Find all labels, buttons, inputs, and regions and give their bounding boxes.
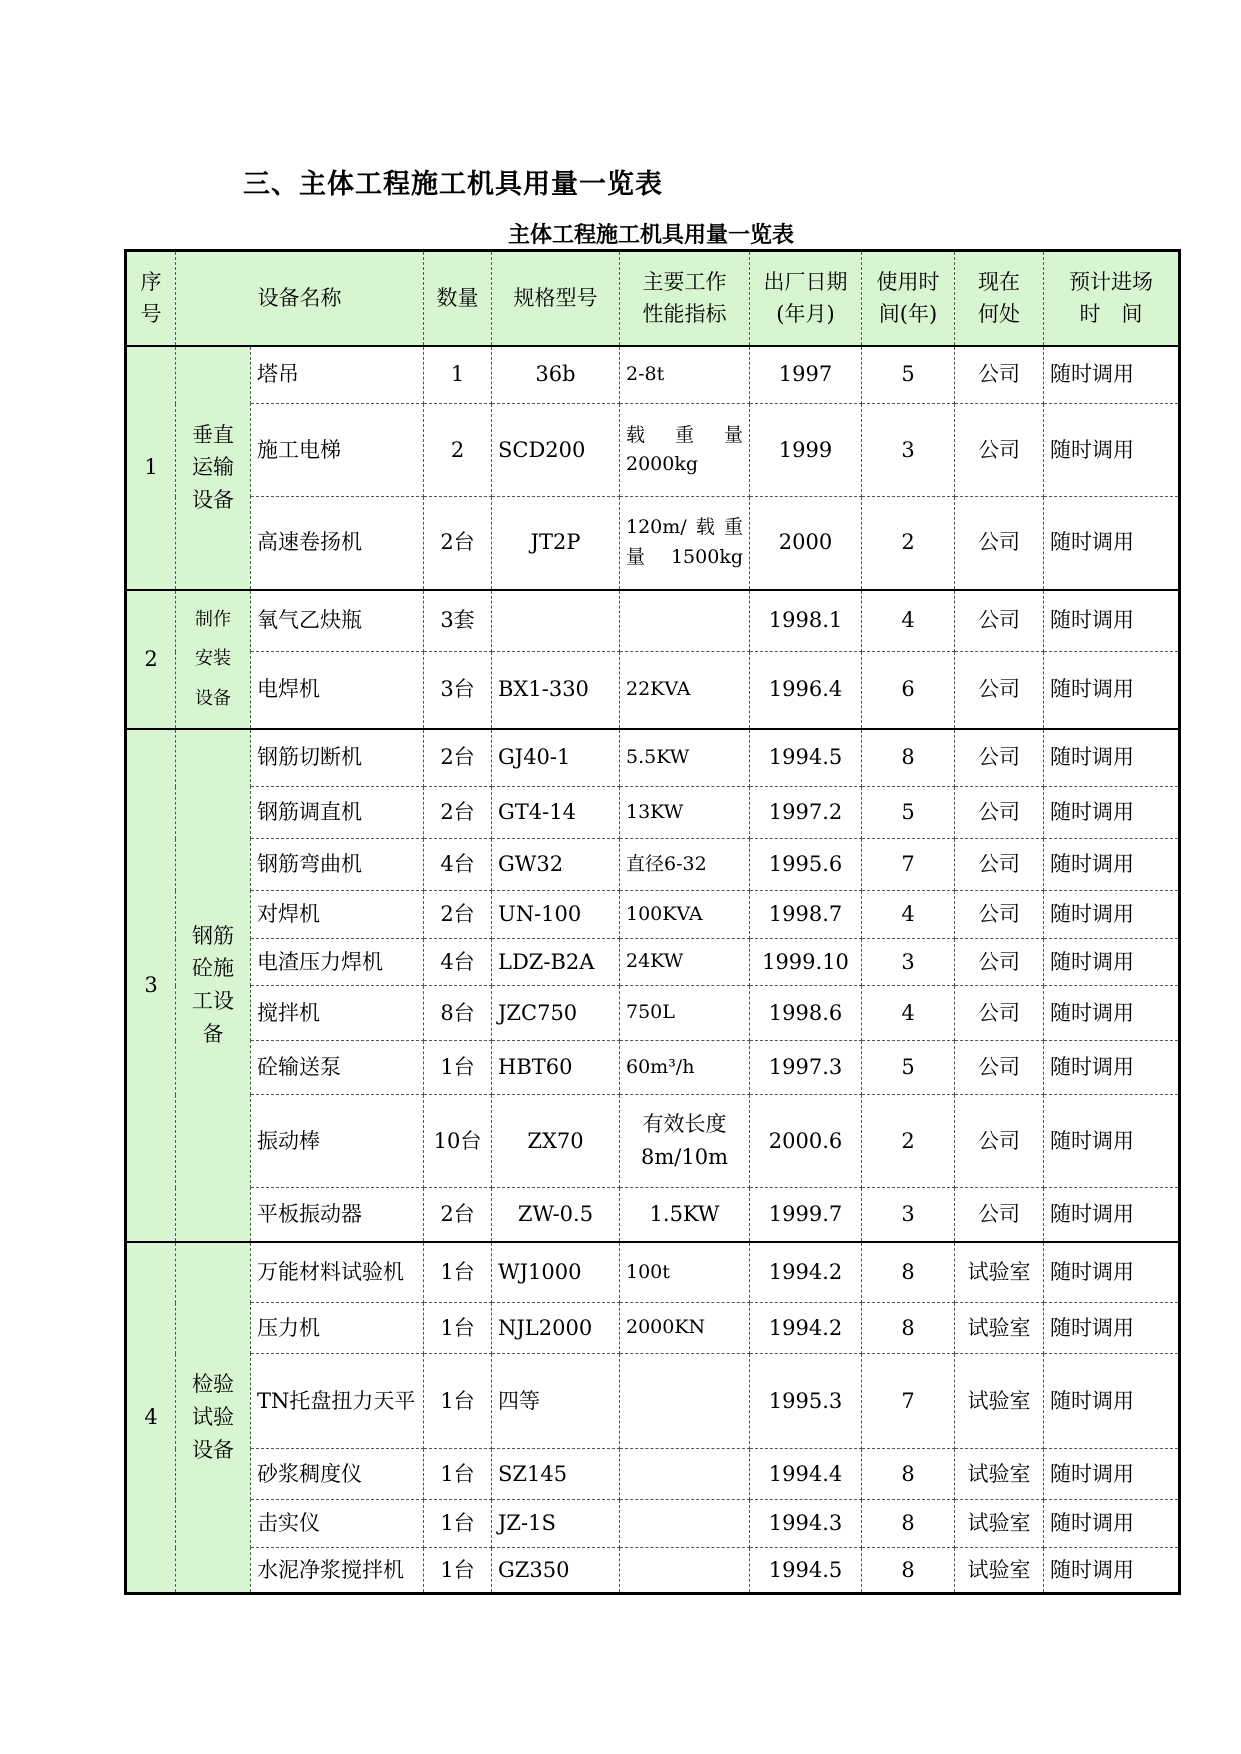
- cell-years: 4: [862, 986, 955, 1041]
- table-row: [126, 839, 1180, 891]
- cell-years: 8: [862, 729, 955, 787]
- cell-date: 1999.10: [750, 939, 862, 986]
- cell-years: 2: [862, 1095, 955, 1188]
- cell-date: 1999.7: [750, 1188, 862, 1242]
- cell-years: 3: [862, 939, 955, 986]
- cell-model: 36b: [492, 346, 620, 404]
- cell-time: 随时调用: [1044, 497, 1180, 590]
- cell-name: 塔吊: [251, 346, 424, 404]
- table-row: [126, 1548, 1180, 1594]
- cell-time: 随时调用: [1044, 939, 1180, 986]
- table-row: [126, 1354, 1180, 1449]
- cell-perf: 24KW: [620, 939, 750, 986]
- cell-years: 8: [862, 1548, 955, 1594]
- group-seq: 2: [126, 590, 176, 729]
- cell-perf: 直径6-32: [620, 839, 750, 891]
- cell-years: 3: [862, 404, 955, 497]
- cell-time: 随时调用: [1044, 1188, 1180, 1242]
- cell-years: 2: [862, 497, 955, 590]
- cell-loc: 公司: [955, 986, 1044, 1041]
- cell-date: 1994.2: [750, 1303, 862, 1354]
- equipment-table: [124, 249, 1181, 1595]
- cell-qty: 3台: [424, 652, 492, 729]
- group-seq: 1: [126, 346, 176, 590]
- cell-qty: 2台: [424, 891, 492, 939]
- cell-perf: [620, 1354, 750, 1449]
- group-label: 制作 安装 设备: [176, 590, 251, 729]
- cell-qty: 1台: [424, 1041, 492, 1095]
- cell-date: 1997.3: [750, 1041, 862, 1095]
- cell-model: WJ1000: [492, 1242, 620, 1303]
- cell-loc: 公司: [955, 1188, 1044, 1242]
- cell-time: 随时调用: [1044, 1500, 1180, 1548]
- cell-qty: 1台: [424, 1354, 492, 1449]
- cell-model: GT4-14: [492, 787, 620, 839]
- cell-date: 1994.2: [750, 1242, 862, 1303]
- header-time: 预计进场 时 间: [1044, 251, 1180, 346]
- cell-perf: 13KW: [620, 787, 750, 839]
- cell-date: 1995.3: [750, 1354, 862, 1449]
- cell-name: 水泥净浆搅拌机: [251, 1548, 424, 1594]
- cell-perf: 载重量2000kg: [620, 404, 750, 497]
- group-label: 垂直 运输 设备: [176, 346, 251, 590]
- table-row: [126, 939, 1180, 986]
- cell-years: 5: [862, 787, 955, 839]
- cell-time: 随时调用: [1044, 346, 1180, 404]
- cell-loc: 公司: [955, 787, 1044, 839]
- cell-date: 1998.6: [750, 986, 862, 1041]
- cell-qty: 2台: [424, 787, 492, 839]
- group-label: 钢筋 砼施 工设 备: [176, 729, 251, 1242]
- table-row: [126, 1188, 1180, 1242]
- cell-perf: 100KVA: [620, 891, 750, 939]
- cell-model: [492, 590, 620, 652]
- cell-date: 2000.6: [750, 1095, 862, 1188]
- cell-years: 8: [862, 1449, 955, 1500]
- header-loc: 现在 何处: [955, 251, 1044, 346]
- cell-loc: 公司: [955, 404, 1044, 497]
- cell-model: NJL2000: [492, 1303, 620, 1354]
- cell-perf: 1.5KW: [620, 1188, 750, 1242]
- cell-loc: 公司: [955, 1041, 1044, 1095]
- cell-perf: 22KVA: [620, 652, 750, 729]
- cell-time: 随时调用: [1044, 1242, 1180, 1303]
- cell-qty: 1台: [424, 1303, 492, 1354]
- cell-qty: 4台: [424, 839, 492, 891]
- cell-model: JT2P: [492, 497, 620, 590]
- cell-name: 砂浆稠度仪: [251, 1449, 424, 1500]
- cell-loc: 试验室: [955, 1449, 1044, 1500]
- cell-model: SCD200: [492, 404, 620, 497]
- cell-time: 随时调用: [1044, 1354, 1180, 1449]
- cell-loc: 公司: [955, 891, 1044, 939]
- cell-perf: [620, 590, 750, 652]
- cell-perf: [620, 1500, 750, 1548]
- cell-qty: 2台: [424, 1188, 492, 1242]
- cell-name: 氧气乙炔瓶: [251, 590, 424, 652]
- cell-name: 高速卷扬机: [251, 497, 424, 590]
- cell-time: 随时调用: [1044, 839, 1180, 891]
- table-caption: 主体工程施工机具用量一览表: [507, 223, 794, 248]
- header-perf: 主要工作 性能指标: [620, 251, 750, 346]
- header-model: 规格型号: [492, 251, 620, 346]
- cell-perf: 有效长度8m/10m: [620, 1095, 750, 1188]
- cell-years: 5: [862, 346, 955, 404]
- cell-time: 随时调用: [1044, 590, 1180, 652]
- cell-qty: 8台: [424, 986, 492, 1041]
- cell-years: 4: [862, 590, 955, 652]
- cell-model: JZ-1S: [492, 1500, 620, 1548]
- group-label: 检验 试验 设备: [176, 1242, 251, 1594]
- cell-model: SZ145: [492, 1449, 620, 1500]
- cell-name: TN托盘扭力天平: [251, 1354, 424, 1449]
- cell-time: 随时调用: [1044, 787, 1180, 839]
- table-row: [126, 404, 1180, 497]
- cell-model: 四等: [492, 1354, 620, 1449]
- cell-loc: 试验室: [955, 1548, 1044, 1594]
- cell-name: 对焊机: [251, 891, 424, 939]
- cell-date: 1995.6: [750, 839, 862, 891]
- cell-date: 1997: [750, 346, 862, 404]
- cell-years: 7: [862, 1354, 955, 1449]
- cell-name: 钢筋弯曲机: [251, 839, 424, 891]
- cell-qty: 2台: [424, 497, 492, 590]
- cell-loc: 试验室: [955, 1303, 1044, 1354]
- cell-loc: 试验室: [955, 1500, 1044, 1548]
- cell-perf: 2000KN: [620, 1303, 750, 1354]
- cell-date: 1998.7: [750, 891, 862, 939]
- table-row: [126, 1303, 1180, 1354]
- header-row: [126, 251, 1180, 346]
- table-row: [126, 497, 1180, 590]
- cell-model: LDZ-B2A: [492, 939, 620, 986]
- cell-perf: 60m³/h: [620, 1041, 750, 1095]
- cell-loc: 公司: [955, 590, 1044, 652]
- cell-date: 2000: [750, 497, 862, 590]
- cell-qty: 4台: [424, 939, 492, 986]
- cell-loc: 公司: [955, 652, 1044, 729]
- cell-qty: 10台: [424, 1095, 492, 1188]
- cell-model: UN-100: [492, 891, 620, 939]
- cell-time: 随时调用: [1044, 1095, 1180, 1188]
- cell-name: 钢筋调直机: [251, 787, 424, 839]
- cell-time: 随时调用: [1044, 729, 1180, 787]
- cell-years: 8: [862, 1303, 955, 1354]
- cell-date: 1999: [750, 404, 862, 497]
- table-row: [126, 787, 1180, 839]
- cell-time: 随时调用: [1044, 652, 1180, 729]
- cell-qty: 3套: [424, 590, 492, 652]
- cell-name: 钢筋切断机: [251, 729, 424, 787]
- cell-loc: 公司: [955, 497, 1044, 590]
- cell-name: 搅拌机: [251, 986, 424, 1041]
- cell-model: ZX70: [492, 1095, 620, 1188]
- cell-loc: 试验室: [955, 1242, 1044, 1303]
- cell-loc: 公司: [955, 839, 1044, 891]
- cell-time: 随时调用: [1044, 891, 1180, 939]
- table-row: [126, 891, 1180, 939]
- cell-qty: 1: [424, 346, 492, 404]
- cell-name: 电渣压力焊机: [251, 939, 424, 986]
- cell-date: 1994.5: [750, 1548, 862, 1594]
- cell-model: GZ350: [492, 1548, 620, 1594]
- cell-loc: 公司: [955, 729, 1044, 787]
- table-row: [126, 590, 1180, 652]
- cell-date: 1994.4: [750, 1449, 862, 1500]
- cell-qty: 1台: [424, 1242, 492, 1303]
- table-row: [126, 346, 1180, 404]
- cell-loc: 公司: [955, 939, 1044, 986]
- table-row: [126, 1041, 1180, 1095]
- cell-name: 压力机: [251, 1303, 424, 1354]
- cell-qty: 1台: [424, 1500, 492, 1548]
- cell-years: 7: [862, 839, 955, 891]
- cell-date: 1998.1: [750, 590, 862, 652]
- cell-time: 随时调用: [1044, 1548, 1180, 1594]
- cell-name: 平板振动器: [251, 1188, 424, 1242]
- cell-time: 随时调用: [1044, 1041, 1180, 1095]
- group-seq: 4: [126, 1242, 176, 1594]
- cell-time: 随时调用: [1044, 404, 1180, 497]
- header-seq: 序 号: [126, 251, 176, 346]
- cell-name: 电焊机: [251, 652, 424, 729]
- header-date: 出厂日期 (年月): [750, 251, 862, 346]
- cell-date: 1994.3: [750, 1500, 862, 1548]
- cell-perf: 750L: [620, 986, 750, 1041]
- cell-years: 8: [862, 1500, 955, 1548]
- cell-perf: 2-8t: [620, 346, 750, 404]
- header-qty: 数量: [424, 251, 492, 346]
- cell-perf: [620, 1548, 750, 1594]
- cell-years: 4: [862, 891, 955, 939]
- group-seq: 3: [126, 729, 176, 1242]
- table-row: [126, 1095, 1180, 1188]
- header-name: 设备名称: [176, 251, 424, 346]
- table-row: [126, 986, 1180, 1041]
- cell-perf: 5.5KW: [620, 729, 750, 787]
- cell-time: 随时调用: [1044, 1449, 1180, 1500]
- cell-time: 随时调用: [1044, 1303, 1180, 1354]
- cell-name: 施工电梯: [251, 404, 424, 497]
- cell-name: 振动棒: [251, 1095, 424, 1188]
- header-years: 使用时 间(年): [862, 251, 955, 346]
- page-heading: 三、主体工程施工机具用量一览表: [243, 169, 663, 200]
- cell-years: 5: [862, 1041, 955, 1095]
- cell-qty: 2台: [424, 729, 492, 787]
- table-row: [126, 652, 1180, 729]
- table-row: [126, 1449, 1180, 1500]
- cell-date: 1994.5: [750, 729, 862, 787]
- cell-years: 6: [862, 652, 955, 729]
- cell-years: 8: [862, 1242, 955, 1303]
- cell-name: 万能材料试验机: [251, 1242, 424, 1303]
- cell-qty: 1台: [424, 1548, 492, 1594]
- cell-perf: 120m/载重量1500kg: [620, 497, 750, 590]
- table-row: [126, 1242, 1180, 1303]
- cell-time: 随时调用: [1044, 986, 1180, 1041]
- cell-date: 1997.2: [750, 787, 862, 839]
- cell-perf: [620, 1449, 750, 1500]
- cell-qty: 1台: [424, 1449, 492, 1500]
- cell-loc: 公司: [955, 346, 1044, 404]
- cell-loc: 公司: [955, 1095, 1044, 1188]
- cell-model: HBT60: [492, 1041, 620, 1095]
- cell-perf: 100t: [620, 1242, 750, 1303]
- cell-model: JZC750: [492, 986, 620, 1041]
- cell-model: GJ40-1: [492, 729, 620, 787]
- cell-name: 砼输送泵: [251, 1041, 424, 1095]
- cell-loc: 试验室: [955, 1354, 1044, 1449]
- table-row: [126, 729, 1180, 787]
- cell-model: ZW-0.5: [492, 1188, 620, 1242]
- cell-model: GW32: [492, 839, 620, 891]
- cell-name: 击实仪: [251, 1500, 424, 1548]
- cell-qty: 2: [424, 404, 492, 497]
- cell-date: 1996.4: [750, 652, 862, 729]
- cell-years: 3: [862, 1188, 955, 1242]
- table-row: [126, 1500, 1180, 1548]
- cell-model: BX1-330: [492, 652, 620, 729]
